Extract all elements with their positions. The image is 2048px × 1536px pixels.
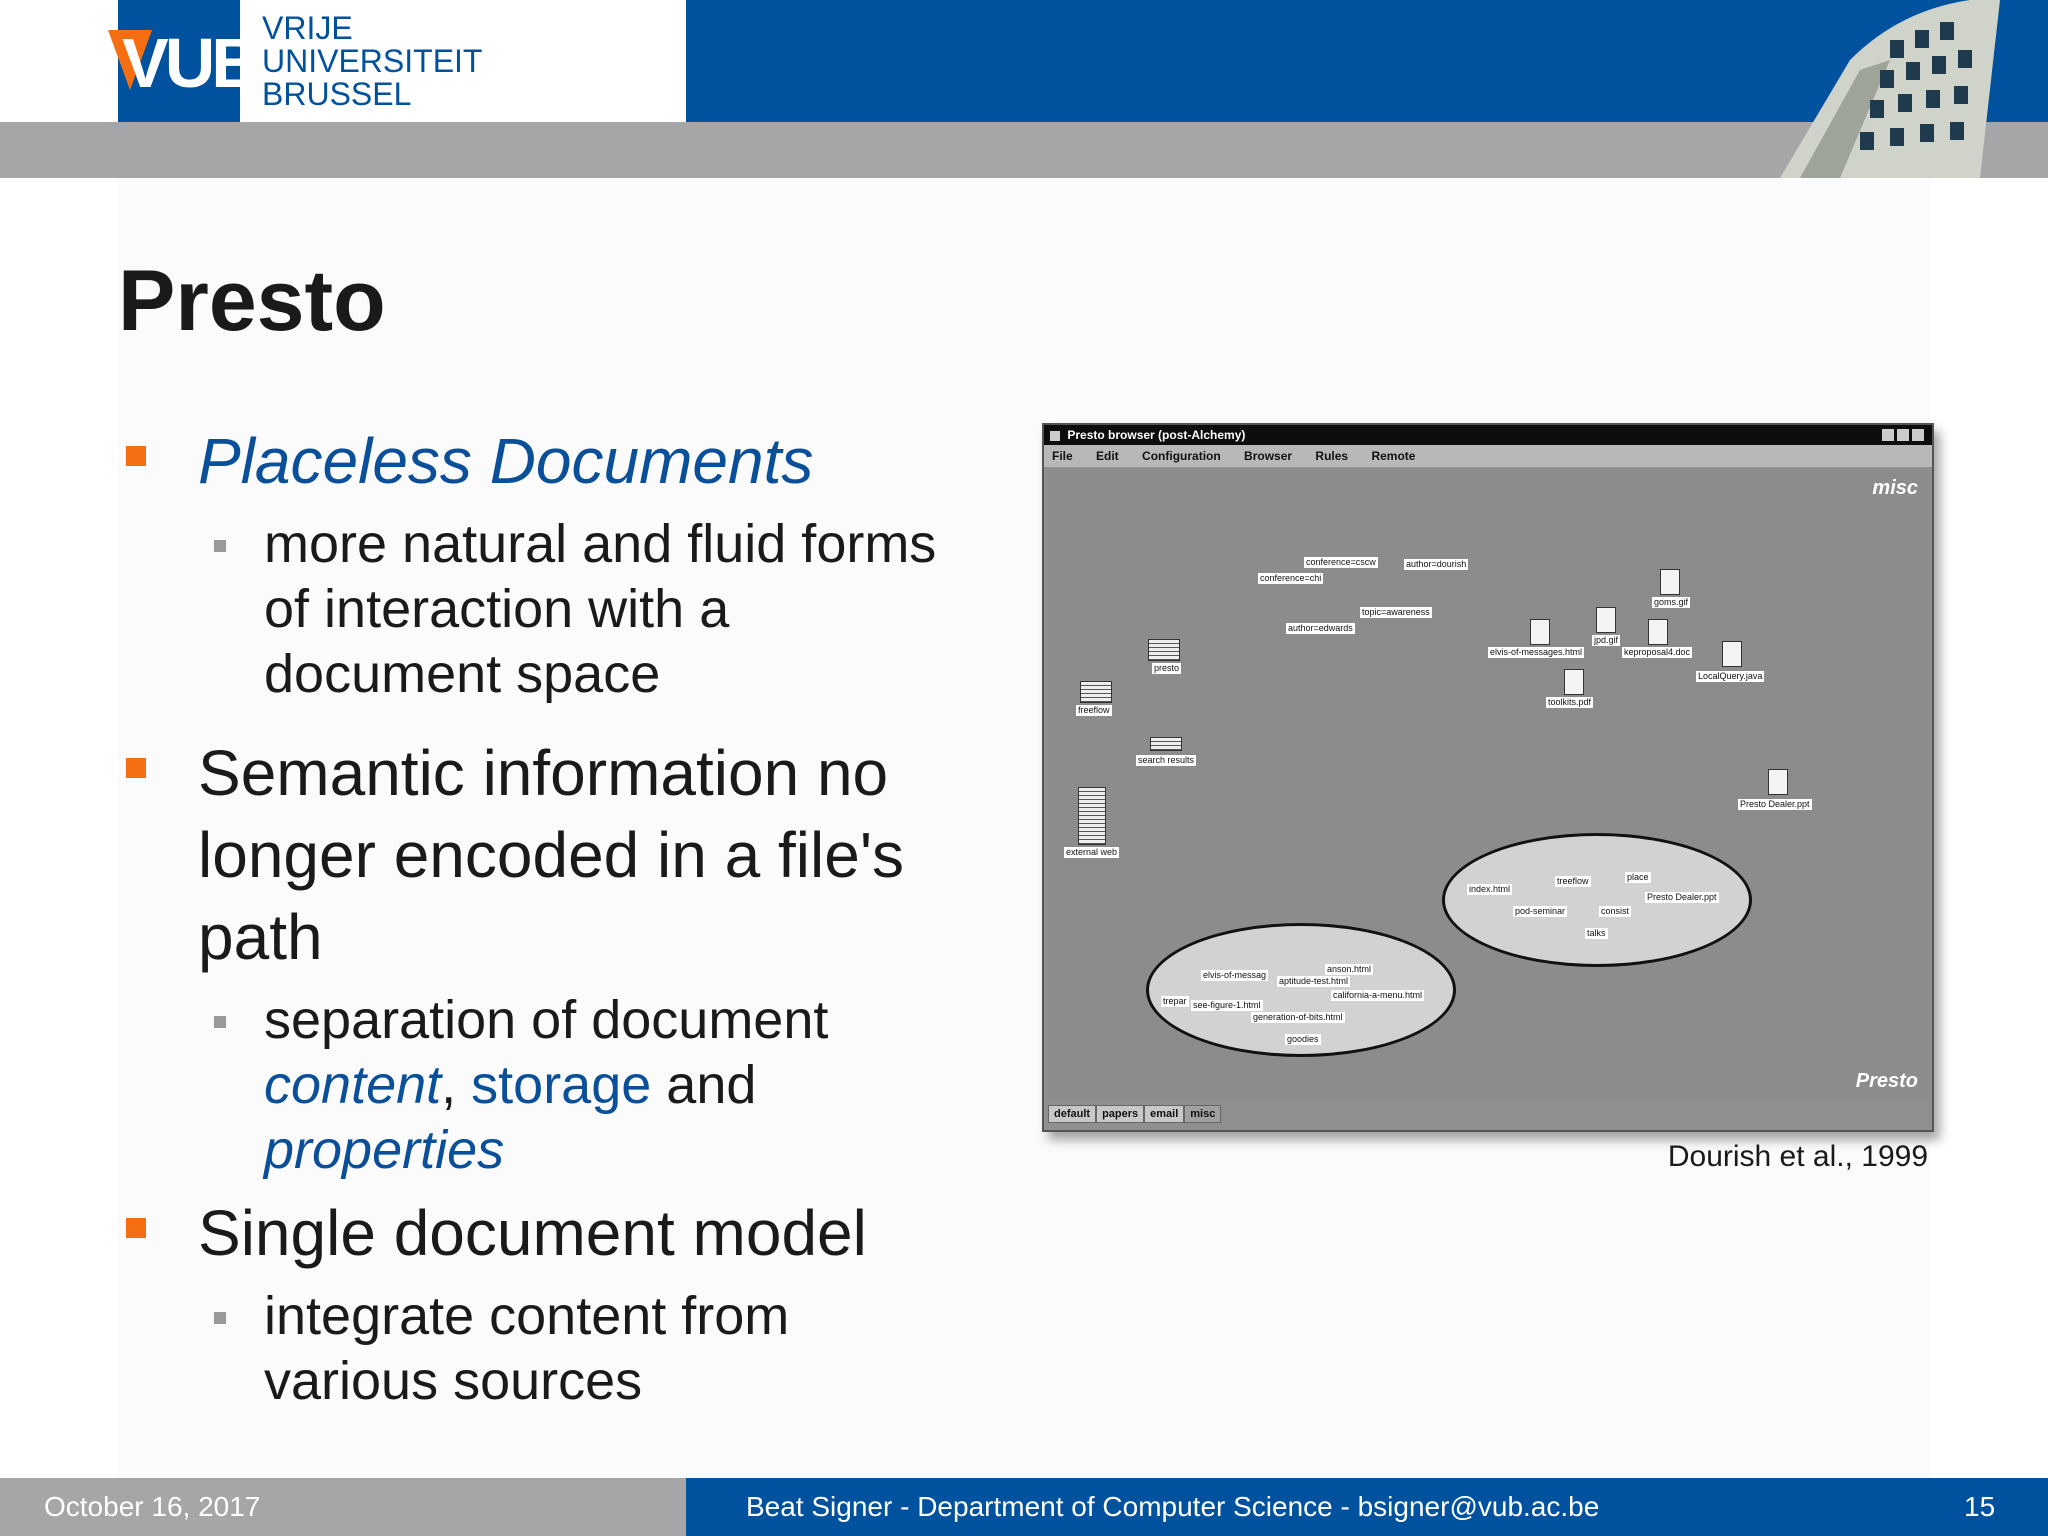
- collection-ellipse: [1146, 923, 1456, 1057]
- university-name-line: VRIJE: [262, 10, 353, 46]
- label-see-figure: see-figure-1.html: [1193, 1000, 1261, 1010]
- label-treeflow: treeflow: [1557, 876, 1589, 886]
- label-talks: talks: [1587, 928, 1606, 938]
- university-name-line: BRUSSEL: [262, 76, 412, 112]
- vub-logo-text: VUB: [122, 24, 258, 102]
- text-fragment: and: [651, 1055, 757, 1115]
- term-properties: properties: [264, 1120, 505, 1180]
- menu-rules: Rules: [1315, 449, 1349, 463]
- footer-date: October 16, 2017: [44, 1491, 261, 1522]
- footer-author: Beat Signer - Department of Computer Science - bsigner@vub.ac.be: [746, 1491, 1600, 1522]
- document-icon: [1530, 619, 1550, 645]
- label-goms: goms.gif: [1654, 597, 1689, 607]
- tab-papers: papers: [1096, 1105, 1144, 1123]
- label-conference-chi: conference=chi: [1260, 573, 1322, 583]
- university-name-line: UNIVERSITEIT: [262, 43, 483, 79]
- menu-remote: Remote: [1371, 449, 1416, 463]
- stack-icon: [1080, 681, 1112, 703]
- bullet-semantic-information: [198, 732, 904, 978]
- window-title: Presto browser (post-Alchemy): [1067, 428, 1246, 442]
- label-california: california-a-menu.html: [1333, 990, 1423, 1000]
- label-author-edwards: author=edwards: [1288, 623, 1353, 633]
- document-icon: [1768, 769, 1788, 795]
- document-icon: [1564, 669, 1584, 695]
- text-line: document space: [264, 644, 661, 704]
- presto-browser-screenshot: [1042, 423, 1934, 1132]
- slide-title: Presto: [118, 253, 386, 349]
- text-line: integrate content from: [264, 1286, 790, 1346]
- menu-configuration: Configuration: [1142, 449, 1221, 463]
- tab-misc: misc: [1184, 1105, 1221, 1123]
- footer-page-number: 15: [1964, 1491, 1996, 1522]
- label-author-dourish: author=dourish: [1406, 559, 1467, 569]
- window-titlebar: [1044, 425, 1932, 445]
- text-line: Semantic information no: [198, 737, 889, 809]
- label-presto: presto: [1154, 663, 1180, 673]
- text-line: longer encoded in a file's: [198, 819, 905, 891]
- label-index-html: index.html: [1469, 884, 1511, 894]
- window-menubar: [1044, 445, 1932, 467]
- label-conference-cscw: conference=cscw: [1306, 557, 1376, 567]
- text-line: various sources: [264, 1351, 643, 1411]
- building-image: [1740, 0, 2010, 178]
- stack-icon: [1150, 737, 1182, 751]
- bullet-marker: [126, 1218, 146, 1238]
- sub-bullet-marker: [214, 1312, 226, 1324]
- collection-ellipse: [1442, 833, 1752, 967]
- label-presto-dealer-2: Presto Dealer.ppt: [1647, 892, 1717, 902]
- label-consist: consist: [1601, 906, 1630, 916]
- text-line: path: [198, 901, 323, 973]
- term-storage: storage: [471, 1055, 652, 1115]
- bullet-placeless-documents: Placeless Documents: [198, 425, 814, 497]
- label-keproposal: keproposal4.doc: [1624, 647, 1691, 657]
- term-content: content: [264, 1055, 442, 1115]
- tab-default: default: [1048, 1105, 1096, 1123]
- stack-icon: [1148, 639, 1180, 661]
- label-trepar: trepar: [1163, 996, 1187, 1006]
- minimize-icon: [1882, 429, 1894, 441]
- label-freeflow: freeflow: [1078, 705, 1110, 715]
- label-generation: generation-of-bits.html: [1253, 1012, 1343, 1022]
- document-icon: [1648, 619, 1668, 645]
- document-icon: [1722, 641, 1742, 667]
- label-external-web: external web: [1066, 847, 1118, 857]
- label-jpd: jpd.gif: [1594, 635, 1619, 645]
- space-name-misc: misc: [1872, 477, 1918, 499]
- sub-bullet-integrate: [264, 1284, 789, 1414]
- space-tabs: [1048, 1105, 1221, 1123]
- tab-email: email: [1144, 1105, 1184, 1123]
- document-icon: [1596, 607, 1616, 633]
- bullet-marker: [126, 446, 146, 466]
- label-aptitude: aptitude-test.html: [1279, 976, 1349, 986]
- label-anson: anson.html: [1327, 964, 1372, 974]
- close-icon: [1912, 429, 1924, 441]
- window-controls: [1882, 429, 1924, 441]
- document-icon: [1660, 569, 1680, 595]
- screenshot-caption: Dourish et al., 1999: [1667, 1140, 1928, 1173]
- label-topic-awareness: topic=awareness: [1362, 607, 1430, 617]
- label-toolkits: toolkits.pdf: [1548, 697, 1592, 707]
- label-elvis: elvis-of-messages.html: [1490, 647, 1583, 657]
- text-line: of interaction with a: [264, 579, 730, 639]
- menu-browser: Browser: [1244, 449, 1293, 463]
- document-space-canvas: [1048, 469, 1928, 1101]
- label-goodies: goodies: [1287, 1034, 1319, 1044]
- maximize-icon: [1897, 429, 1909, 441]
- text-line: [264, 1053, 828, 1118]
- bullet-single-document-model: Single document model: [198, 1197, 867, 1269]
- text-line: more natural and fluid forms: [264, 514, 937, 574]
- bullet-marker: [126, 758, 146, 778]
- stack-icon: [1078, 787, 1106, 845]
- menu-edit: Edit: [1096, 449, 1119, 463]
- sub-bullet-interaction: [264, 512, 936, 707]
- label-place: place: [1627, 872, 1649, 882]
- sub-bullet-separation: [264, 988, 828, 1183]
- menu-file: File: [1052, 449, 1073, 463]
- label-search-results: search results: [1138, 755, 1195, 765]
- university-name: [262, 12, 482, 111]
- label-localquery: LocalQuery.java: [1698, 671, 1763, 681]
- label-elvis-2: elvis-of-messag: [1203, 970, 1267, 980]
- label-pod-seminar: pod-seminar: [1515, 906, 1566, 916]
- sub-bullet-marker: [214, 1016, 226, 1028]
- label-presto-dealer: Presto Dealer.ppt: [1740, 799, 1810, 809]
- space-name-presto: Presto: [1855, 1070, 1918, 1092]
- sub-bullet-marker: [214, 540, 226, 552]
- window-menu-icon: [1050, 431, 1060, 441]
- text-line: separation of document: [264, 990, 829, 1050]
- text-fragment: ,: [441, 1055, 472, 1115]
